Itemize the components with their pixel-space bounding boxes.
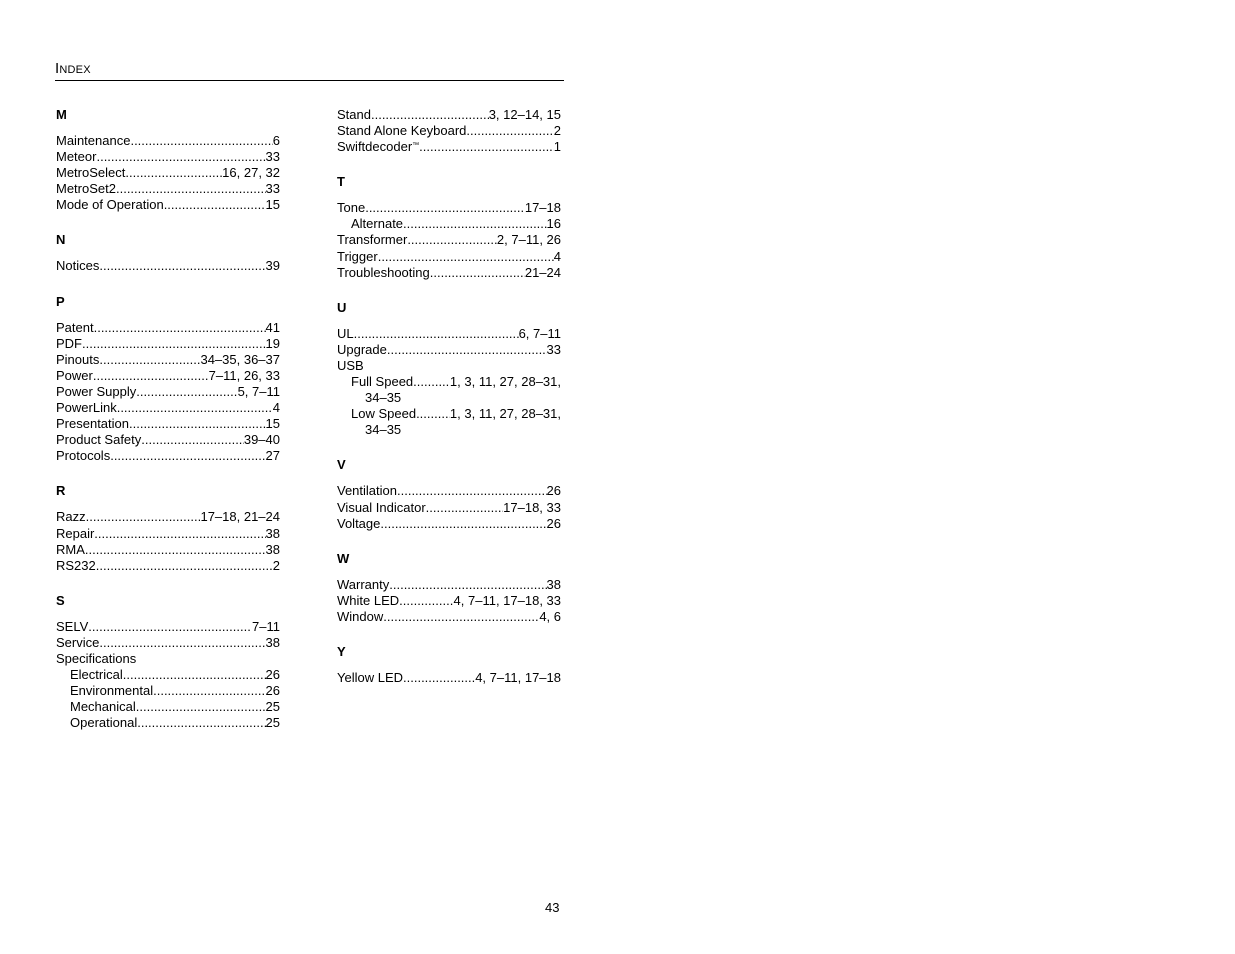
- index-section: [337, 107, 561, 155]
- index-entry: [56, 432, 280, 448]
- index-entry: [56, 715, 280, 731]
- leader-dots: [466, 123, 553, 139]
- entry-term: [56, 619, 88, 635]
- entry-pages: 17–18, 21–24: [200, 509, 280, 525]
- entry-term: [56, 368, 93, 384]
- entry-term-text: MetroSet2: [56, 181, 116, 197]
- leader-dots: [419, 139, 554, 155]
- index-entry: [337, 326, 561, 342]
- index-entry: [337, 483, 561, 499]
- leader-dots: [164, 197, 266, 213]
- entry-term-text: Mechanical: [70, 699, 136, 715]
- leader-dots: [99, 258, 265, 274]
- section-letter: M: [56, 107, 67, 122]
- entry-pages: 34–35, 36–37: [200, 351, 280, 367]
- index-section: [56, 593, 280, 732]
- index-section: [337, 457, 561, 531]
- entry-term: [337, 516, 380, 532]
- entry-term-text: Notices: [56, 258, 100, 274]
- index-entry: [56, 181, 280, 197]
- section-letter: W: [337, 550, 350, 566]
- index-section: [56, 107, 280, 213]
- entry-pages: 39–40: [243, 432, 280, 448]
- entry-term: [56, 635, 99, 651]
- section-letter: V: [337, 457, 346, 473]
- entry-term: [56, 416, 129, 432]
- entry-term-text: Patent: [56, 319, 94, 335]
- index-entry: [56, 416, 280, 432]
- entry-term-text: PDF: [56, 335, 82, 351]
- entry-pages: 38: [546, 576, 561, 592]
- entry-pages: 6: [272, 133, 280, 148]
- leader-dots: [93, 368, 209, 384]
- entry-term: [56, 542, 85, 558]
- leader-dots: [99, 635, 265, 651]
- leader-dots: [136, 699, 266, 715]
- index-entry: [337, 232, 561, 248]
- entry-term-text: SELV: [56, 618, 89, 634]
- entry-pages: 15: [265, 416, 280, 432]
- entry-term: [56, 526, 94, 542]
- leader-dots: [397, 483, 547, 499]
- index-entry: [56, 683, 280, 699]
- leader-dots: [407, 232, 497, 248]
- entry-pages: 2: [553, 123, 561, 139]
- index-entry: [56, 320, 280, 336]
- index-entry: [337, 670, 561, 686]
- entry-term: [56, 400, 117, 416]
- entry-term: [56, 448, 110, 464]
- entry-pages: 7–11: [252, 618, 280, 634]
- page-number: 43: [545, 900, 560, 915]
- entry-pages: 3, 12–14, 15: [488, 107, 561, 122]
- leader-dots: [110, 448, 265, 464]
- section-letter: R: [56, 483, 66, 499]
- leader-dots: [153, 683, 265, 699]
- entry-term-text: Power: [56, 367, 93, 383]
- entry-term: Low Speed: [351, 406, 417, 422]
- entry-term: [337, 342, 387, 358]
- leader-dots: [403, 670, 475, 686]
- index-entry: [56, 619, 280, 635]
- entry-term-text: Service: [56, 634, 100, 650]
- leader-dots: [86, 509, 201, 525]
- entry-term-text: Product Safety: [56, 432, 142, 448]
- index-heading-entry: USB: [337, 357, 364, 373]
- index-entry-line: [351, 374, 561, 390]
- leader-dots: [416, 406, 450, 422]
- leader-dots: [378, 249, 554, 265]
- index-entry-line: [351, 406, 561, 422]
- entry-term-text: Protocols: [56, 448, 111, 464]
- index-section: [337, 644, 561, 686]
- index-entry: [56, 165, 280, 181]
- leader-dots: [82, 336, 266, 352]
- entry-term-text: Trigger: [337, 248, 378, 264]
- entry-term: [56, 181, 116, 197]
- index-section: [337, 551, 561, 625]
- index-entry: [56, 542, 280, 558]
- index-entry: [56, 699, 280, 715]
- entry-term-text: Window: [337, 608, 384, 624]
- leader-dots: [130, 133, 272, 149]
- leader-dots: [354, 326, 519, 342]
- index-entry: [56, 149, 280, 165]
- entry-pages: 27: [265, 448, 280, 464]
- entry-term-text: Pinouts: [56, 351, 100, 367]
- index-entry: [337, 577, 561, 593]
- leader-dots: [94, 526, 265, 542]
- entry-term-text: Voltage: [337, 515, 381, 531]
- entry-term: [56, 432, 141, 448]
- entry-pages: 2, 7–11, 26: [496, 232, 561, 248]
- index-entry: [56, 368, 280, 384]
- entry-term-text: Presentation: [56, 416, 129, 432]
- entry-term-text: Transformer: [337, 232, 408, 248]
- entry-pages: 1, 3, 11, 27, 28–31,: [449, 374, 561, 390]
- entry-term: [56, 133, 130, 149]
- entry-term-text: Maintenance: [56, 133, 131, 148]
- entry-term-text: Electrical: [70, 667, 123, 683]
- leader-dots: [88, 619, 252, 635]
- entry-pages: 39: [265, 258, 280, 274]
- entry-pages: 2: [272, 557, 280, 573]
- entry-term: [337, 123, 466, 139]
- entry-term: [56, 258, 99, 274]
- entry-term-text: MetroSelect: [56, 165, 126, 181]
- index-entry: [56, 336, 280, 352]
- entry-term-text: White LED: [337, 592, 400, 608]
- entry-term: [56, 320, 94, 336]
- entry-pages: 19: [265, 335, 280, 351]
- index-entry: [56, 635, 280, 651]
- entry-term-text: Swiftdecoder: [337, 139, 413, 155]
- page-title: Index: [55, 60, 91, 77]
- entry-term-text: Mode of Operation: [56, 197, 164, 213]
- entry-term-text: Upgrade: [337, 341, 387, 357]
- index-entry: [56, 384, 280, 400]
- index-entry: [56, 258, 280, 274]
- index-entry: [337, 374, 561, 406]
- index-entry: [56, 526, 280, 542]
- entry-pages: 4, 7–11, 17–18: [475, 669, 561, 685]
- entry-pages: 6, 7–11: [518, 325, 561, 341]
- entry-term-text: Tone: [337, 200, 366, 216]
- index-entry: [337, 107, 561, 123]
- leader-dots: [123, 667, 266, 683]
- leader-dots: [389, 577, 546, 593]
- entry-term-text: Environmental: [70, 683, 154, 699]
- entry-term: Full Speed: [351, 374, 414, 390]
- leader-dots: [413, 374, 450, 390]
- index-entry: [56, 448, 280, 464]
- entry-pages-continued: 34–35: [365, 422, 402, 438]
- entry-pages: 25: [265, 699, 280, 715]
- entry-term: [70, 699, 136, 715]
- entry-term: [337, 265, 430, 281]
- entry-pages: 25: [265, 715, 280, 731]
- leader-dots: [85, 542, 266, 558]
- entry-term-text: PowerLink: [56, 400, 117, 416]
- index-entry: [56, 133, 280, 149]
- entry-term: [56, 165, 125, 181]
- leader-dots: [129, 416, 266, 432]
- entry-pages: 33: [265, 181, 280, 197]
- entry-term: [337, 139, 419, 155]
- entry-pages: 38: [265, 541, 280, 557]
- index-section: [337, 300, 561, 439]
- entry-pages: 17–18, 33: [503, 499, 561, 515]
- index-entry: [337, 516, 561, 532]
- entry-term: [70, 683, 153, 699]
- entry-term: [56, 197, 164, 213]
- leader-dots: [426, 500, 504, 516]
- index-section: [56, 232, 280, 274]
- index-entry: [56, 400, 280, 416]
- entry-term-text: Operational: [70, 715, 138, 731]
- entry-pages: 26: [265, 683, 280, 699]
- index-entry: [337, 265, 561, 281]
- index-entry: [337, 609, 561, 625]
- index-entry: [56, 667, 280, 683]
- entry-term-text: Meteor: [56, 149, 97, 165]
- index-entry: [56, 197, 280, 213]
- entry-term-text: Razz: [56, 509, 86, 525]
- leader-dots: [117, 400, 273, 416]
- entry-term-text: Visual Indicator: [337, 499, 426, 515]
- leader-dots: [365, 200, 525, 216]
- trademark-symbol: ™: [412, 142, 420, 150]
- index-entry: [337, 249, 561, 265]
- index-entry: [56, 352, 280, 368]
- index-section: [56, 294, 280, 465]
- entry-pages-continued: 34–35: [365, 390, 402, 406]
- entry-term-text: Stand: [337, 107, 371, 122]
- entry-term-text: Stand Alone Keyboard: [337, 123, 467, 139]
- entry-pages: 7–11, 26, 33: [208, 367, 280, 383]
- section-letter: T: [337, 174, 345, 190]
- index-heading-entry: Specifications: [56, 650, 137, 666]
- entry-term: [337, 232, 407, 248]
- entry-term: [351, 216, 403, 232]
- entry-term: [337, 249, 378, 265]
- entry-pages: 33: [546, 341, 561, 357]
- entry-term: [337, 326, 354, 342]
- entry-term-text: Alternate: [351, 216, 404, 232]
- entry-term-text: RS232: [56, 557, 96, 573]
- entry-pages: 16: [546, 216, 561, 232]
- entry-term: [56, 509, 86, 525]
- entry-term: [337, 500, 426, 516]
- entry-pages: 26: [265, 667, 280, 683]
- section-letter: U: [337, 299, 347, 315]
- index-entry: [337, 593, 561, 609]
- entry-pages: 4: [553, 248, 561, 264]
- entry-term: [337, 577, 389, 593]
- index-entry: [337, 406, 561, 438]
- entry-term: [70, 715, 137, 731]
- entry-term: [337, 200, 365, 216]
- leader-dots: [99, 352, 200, 368]
- leader-dots: [96, 149, 265, 165]
- leader-dots: [125, 165, 222, 181]
- entry-pages: 21–24: [524, 264, 561, 280]
- leader-dots: [387, 342, 547, 358]
- entry-pages: 1: [553, 139, 561, 155]
- index-entry: [337, 342, 561, 358]
- index-entry: [337, 123, 561, 139]
- section-letter: Y: [337, 643, 346, 659]
- entry-term: [337, 483, 397, 499]
- entry-term-text: Repair: [56, 525, 95, 541]
- leader-dots: [116, 181, 266, 197]
- index-entry: [337, 200, 561, 216]
- entry-pages: 15: [265, 197, 280, 213]
- entry-pages: 5, 7–11: [237, 383, 280, 399]
- index-column-left: [56, 107, 280, 750]
- entry-term: [56, 352, 99, 368]
- index-entry: [337, 139, 561, 155]
- entry-pages: 17–18: [524, 200, 561, 216]
- leader-dots: [383, 609, 539, 625]
- entry-pages: 26: [546, 483, 561, 499]
- entry-term: [337, 609, 383, 625]
- index-section: [56, 483, 280, 573]
- entry-term: [337, 593, 399, 609]
- index-entry: [56, 558, 280, 574]
- entry-pages: 16, 27, 32: [222, 165, 280, 181]
- leader-dots: [371, 107, 489, 123]
- section-letter: P: [56, 293, 65, 309]
- leader-dots: [430, 265, 525, 281]
- entry-pages: 4, 6: [539, 608, 561, 624]
- entry-pages: 4: [272, 400, 280, 416]
- entry-term-text: Troubleshooting: [337, 264, 430, 280]
- entry-pages: 41: [265, 319, 280, 335]
- index-column-right: [337, 107, 561, 705]
- leader-dots: [96, 558, 273, 574]
- entry-term: [56, 149, 96, 165]
- entry-term-text: UL: [337, 325, 354, 341]
- leader-dots: [137, 715, 265, 731]
- entry-pages: 26: [546, 515, 561, 531]
- entry-term-text: RMA: [56, 541, 85, 557]
- entry-term-text: Ventilation: [337, 483, 397, 499]
- entry-term: [337, 670, 403, 686]
- page-header: [55, 58, 564, 81]
- leader-dots: [380, 516, 546, 532]
- entry-pages: 38: [265, 525, 280, 541]
- leader-dots: [136, 384, 237, 400]
- entry-term-text: Yellow LED: [337, 669, 404, 685]
- entry-pages: 33: [265, 149, 280, 165]
- entry-term: [337, 107, 371, 123]
- leader-dots: [403, 216, 546, 232]
- leader-dots: [141, 432, 244, 448]
- section-letter: N: [56, 232, 66, 248]
- entry-term-text: Power Supply: [56, 383, 137, 399]
- entry-term-text: Warranty: [337, 576, 390, 592]
- entry-term: [70, 667, 123, 683]
- section-letter: S: [56, 592, 65, 608]
- index-entry: [56, 509, 280, 525]
- entry-term: [56, 558, 96, 574]
- entry-pages: 1, 3, 11, 27, 28–31,: [449, 406, 561, 422]
- entry-pages: 4, 7–11, 17–18, 33: [453, 592, 561, 608]
- index-section: [337, 174, 561, 280]
- leader-dots: [94, 320, 266, 336]
- index-entry: [337, 216, 561, 232]
- entry-pages: 38: [265, 634, 280, 650]
- entry-term: [56, 384, 136, 400]
- entry-term: [56, 336, 82, 352]
- index-entry: [337, 500, 561, 516]
- leader-dots: [399, 593, 453, 609]
